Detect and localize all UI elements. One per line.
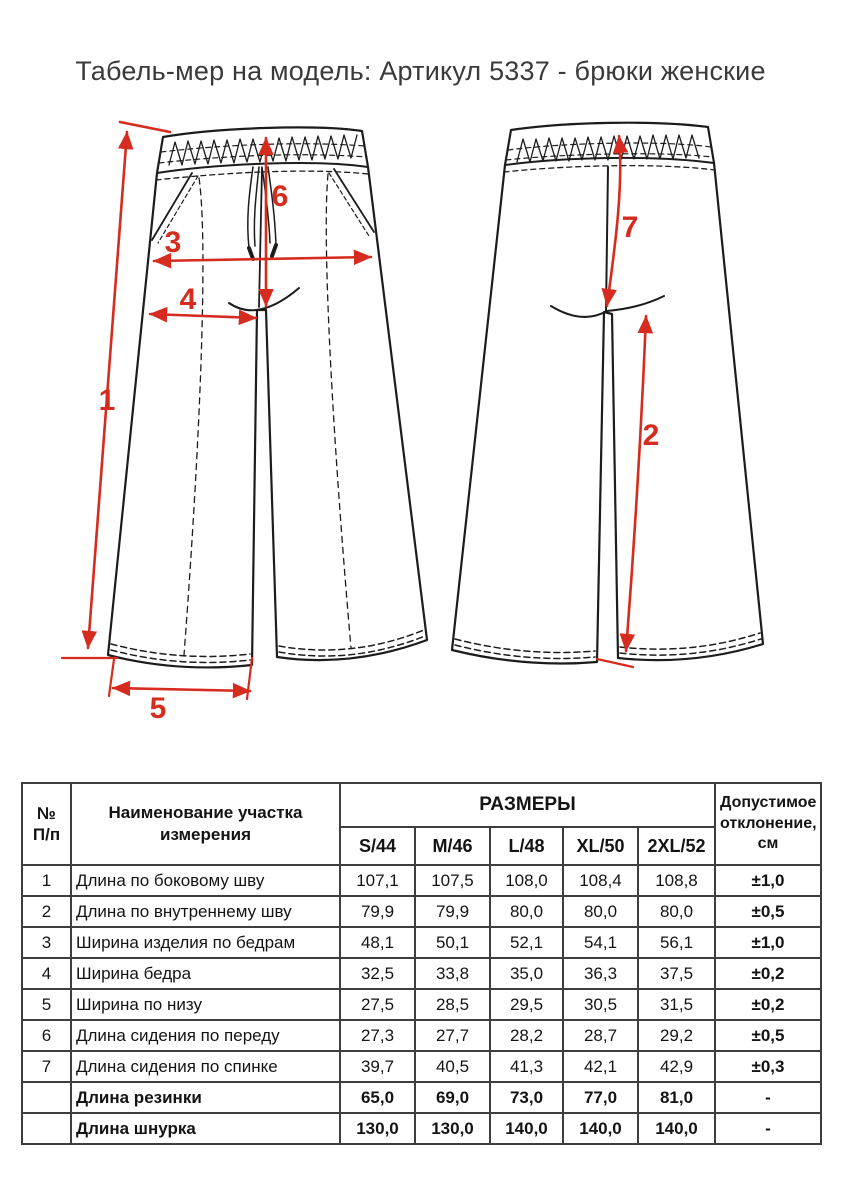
size-value: 65,0 xyxy=(340,1082,415,1113)
measure-1-connector xyxy=(120,122,170,132)
size-value: 81,0 xyxy=(638,1082,715,1113)
header-size-2xl52: 2XL/52 xyxy=(638,827,715,865)
size-value: 37,5 xyxy=(638,958,715,989)
size-value: 39,7 xyxy=(340,1051,415,1082)
row-number xyxy=(22,1113,71,1144)
size-value: 36,3 xyxy=(563,958,638,989)
measure-label-6: 6 xyxy=(271,180,289,213)
measurement-name: Длина резинки xyxy=(71,1082,340,1113)
row-number: 7 xyxy=(22,1051,71,1082)
size-value: 50,1 xyxy=(415,927,490,958)
table-row xyxy=(22,1020,821,1051)
size-measurements-table xyxy=(21,782,822,1145)
size-value: 27,7 xyxy=(415,1020,490,1051)
measurement-name: Длина по боковому шву xyxy=(71,865,340,896)
tolerance-value: ±0,2 xyxy=(715,958,821,989)
size-value: 130,0 xyxy=(415,1113,490,1144)
size-value: 33,8 xyxy=(415,958,490,989)
measurement-name: Ширина бедра xyxy=(71,958,340,989)
trousers-sketch-svg xyxy=(0,110,841,758)
size-value: 40,5 xyxy=(415,1051,490,1082)
table-row xyxy=(22,1082,821,1113)
row-number: 1 xyxy=(22,865,71,896)
header-sizes-title: РАЗМЕРЫ xyxy=(340,783,715,827)
row-number: 4 xyxy=(22,958,71,989)
size-value: 140,0 xyxy=(563,1113,638,1144)
header-measurement-name: Наименование участка измерения xyxy=(71,783,340,865)
page-title: Табель-мер на модель: Артикул 5337 - брюки женские xyxy=(75,56,766,86)
table-row xyxy=(22,989,821,1020)
size-value: 69,0 xyxy=(415,1082,490,1113)
size-value: 79,9 xyxy=(415,896,490,927)
size-value: 73,0 xyxy=(490,1082,563,1113)
table-row xyxy=(22,896,821,927)
tolerance-value: ±1,0 xyxy=(715,927,821,958)
size-value: 54,1 xyxy=(563,927,638,958)
row-number: 2 xyxy=(22,896,71,927)
header-size-s44: S/44 xyxy=(340,827,415,865)
size-value: 28,7 xyxy=(563,1020,638,1051)
tolerance-value: - xyxy=(715,1082,821,1113)
measurement-name: Длина сидения по переду xyxy=(71,1020,340,1051)
measure-label-4: 4 xyxy=(179,283,197,316)
measurement-name: Длина шнурка xyxy=(71,1113,340,1144)
size-value: 27,5 xyxy=(340,989,415,1020)
measurement-name: Длина сидения по спинке xyxy=(71,1051,340,1082)
measure-5-arrow xyxy=(113,688,250,691)
row-number xyxy=(22,1082,71,1113)
measure-label-1: 1 xyxy=(98,384,116,417)
header-no-line2: П/п xyxy=(32,825,61,844)
table-header-row-1 xyxy=(22,783,821,827)
size-value: 28,5 xyxy=(415,989,490,1020)
tolerance-value: ±0,5 xyxy=(715,1020,821,1051)
size-value: 42,9 xyxy=(638,1051,715,1082)
tolerance-value: ±0,5 xyxy=(715,896,821,927)
size-value: 80,0 xyxy=(638,896,715,927)
measure-label-3: 3 xyxy=(164,226,182,259)
size-value: 56,1 xyxy=(638,927,715,958)
header-row-number xyxy=(22,783,71,865)
measure-2-datum xyxy=(597,659,633,667)
size-value: 30,5 xyxy=(563,989,638,1020)
header-size-l48: L/48 xyxy=(490,827,563,865)
row-number: 5 xyxy=(22,989,71,1020)
size-value: 41,3 xyxy=(490,1051,563,1082)
header-size-m46: M/46 xyxy=(415,827,490,865)
size-value: 140,0 xyxy=(638,1113,715,1144)
measure-label-5: 5 xyxy=(149,692,167,725)
table-row xyxy=(22,865,821,896)
tolerance-value: ±0,3 xyxy=(715,1051,821,1082)
measurement-name: Длина по внутреннему шву xyxy=(71,896,340,927)
header-no-line1: № xyxy=(37,803,56,823)
size-value: 108,4 xyxy=(563,865,638,896)
size-value: 108,8 xyxy=(638,865,715,896)
front-view-sketch xyxy=(108,127,427,667)
size-value: 48,1 xyxy=(340,927,415,958)
measurement-name: Ширина изделия по бедрам xyxy=(71,927,340,958)
size-value: 107,1 xyxy=(340,865,415,896)
size-value: 108,0 xyxy=(490,865,563,896)
table-row xyxy=(22,1113,821,1144)
tolerance-value: - xyxy=(715,1113,821,1144)
size-value: 29,2 xyxy=(638,1020,715,1051)
size-value: 31,5 xyxy=(638,989,715,1020)
back-view-sketch xyxy=(452,123,763,664)
row-number: 3 xyxy=(22,927,71,958)
tolerance-value: ±0,2 xyxy=(715,989,821,1020)
size-value: 32,5 xyxy=(340,958,415,989)
size-value: 28,2 xyxy=(490,1020,563,1051)
header-size-xl50: XL/50 xyxy=(563,827,638,865)
header-tolerance: Допустимое отклонение, см xyxy=(715,783,821,865)
size-value: 140,0 xyxy=(490,1113,563,1144)
measure-5-tick-left xyxy=(109,659,114,696)
size-value: 52,1 xyxy=(490,927,563,958)
table-row xyxy=(22,958,821,989)
size-value: 35,0 xyxy=(490,958,563,989)
size-value: 79,9 xyxy=(340,896,415,927)
size-value: 107,5 xyxy=(415,865,490,896)
row-number: 6 xyxy=(22,1020,71,1051)
size-value: 130,0 xyxy=(340,1113,415,1144)
measure-label-7: 7 xyxy=(621,211,639,244)
table-row xyxy=(22,1051,821,1082)
tolerance-value: ±1,0 xyxy=(715,865,821,896)
size-value: 80,0 xyxy=(563,896,638,927)
measurement-name: Ширина по низу xyxy=(71,989,340,1020)
size-value: 42,1 xyxy=(563,1051,638,1082)
table-row xyxy=(22,927,821,958)
size-value: 27,3 xyxy=(340,1020,415,1051)
size-value: 29,5 xyxy=(490,989,563,1020)
trousers-technical-drawing xyxy=(0,110,841,758)
measure-label-2: 2 xyxy=(642,419,660,452)
size-value: 80,0 xyxy=(490,896,563,927)
size-value: 77,0 xyxy=(563,1082,638,1113)
